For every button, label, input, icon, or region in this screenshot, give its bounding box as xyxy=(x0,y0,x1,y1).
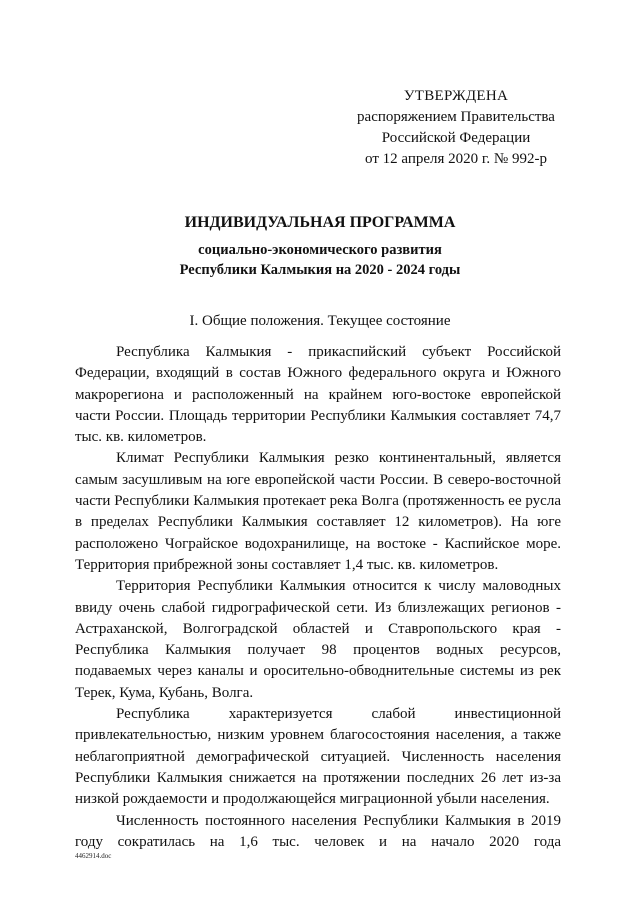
paragraph: Численность постоянного населения Республики Калмыкия в 2019 году сократилась на 1,6 тыс. человек и на начало 2020 года xyxy=(75,812,561,850)
paragraph: Республика Калмыкия - прикаспийский субъект Российской Федерации, входящий в состав Южного федерального округа и Южного макрорегиона и расположенный на крайнем юго-востоке европейской части России. Площадь территории Республики Калмыкия составляет 74,7 тыс. кв. километров. xyxy=(75,344,561,446)
paragraph: Климат Республики Калмыкия резко континентальный, является самым засушливым на юге европейской части России. В северо-восточной части Республики Калмыкия протекает река Волга (протяженность ее русла в пределах Республики Калмыкия составляет 12 километров). На юге расположено Чограйское водохранилище, на востоке - Каспийское море. Территория прибрежной зоны составляет 1,4 тыс. кв. километров. xyxy=(75,450,561,573)
approval-block xyxy=(340,86,572,170)
section-heading: I. Общие положения. Текущее состояние xyxy=(189,313,451,329)
subtitle-line-2: Республики Калмыкия на 2020 - 2024 годы xyxy=(179,262,461,278)
body-text xyxy=(75,342,561,853)
paragraph: Республика характеризуется слабой инвестиционной привлекательностью, низким уровнем благосостояния населения, а также неблагоприятной демографической ситуацией. Численность населения Республики Калмыкия снижается на протяжении последних 26 лет из-за низкой рождаемости и продолжающейся миграционной убыли населения. xyxy=(75,706,561,808)
subtitle-line-1: социально-экономического развития xyxy=(198,242,442,258)
approval-line-3: от 12 апреля 2020 г. № 992-р xyxy=(365,151,547,167)
document-subtitle xyxy=(0,240,640,280)
approval-line-1: распоряжением Правительства xyxy=(357,109,555,125)
footer-file-code: 4462914.doc xyxy=(75,852,112,860)
approval-stamp: УТВЕРЖДЕНА xyxy=(403,88,509,104)
paragraph: Территория Республики Калмыкия относится к числу маловодных ввиду очень слабой гидрографической сети. Из близлежащих регионов - Астраханской, Волгоградской областей и Ставропольского края - Республика Калмыкия получает 98 процентов водных ресурсов, подаваемых через каналы и оросительно-обводнительные системы из рек Терек, Кума, Кубань, Волга. xyxy=(75,578,561,701)
document-title: ИНДИВИДУАЛЬНАЯ ПРОГРАММА xyxy=(184,214,456,231)
approval-line-2: Российской Федерации xyxy=(381,130,531,146)
